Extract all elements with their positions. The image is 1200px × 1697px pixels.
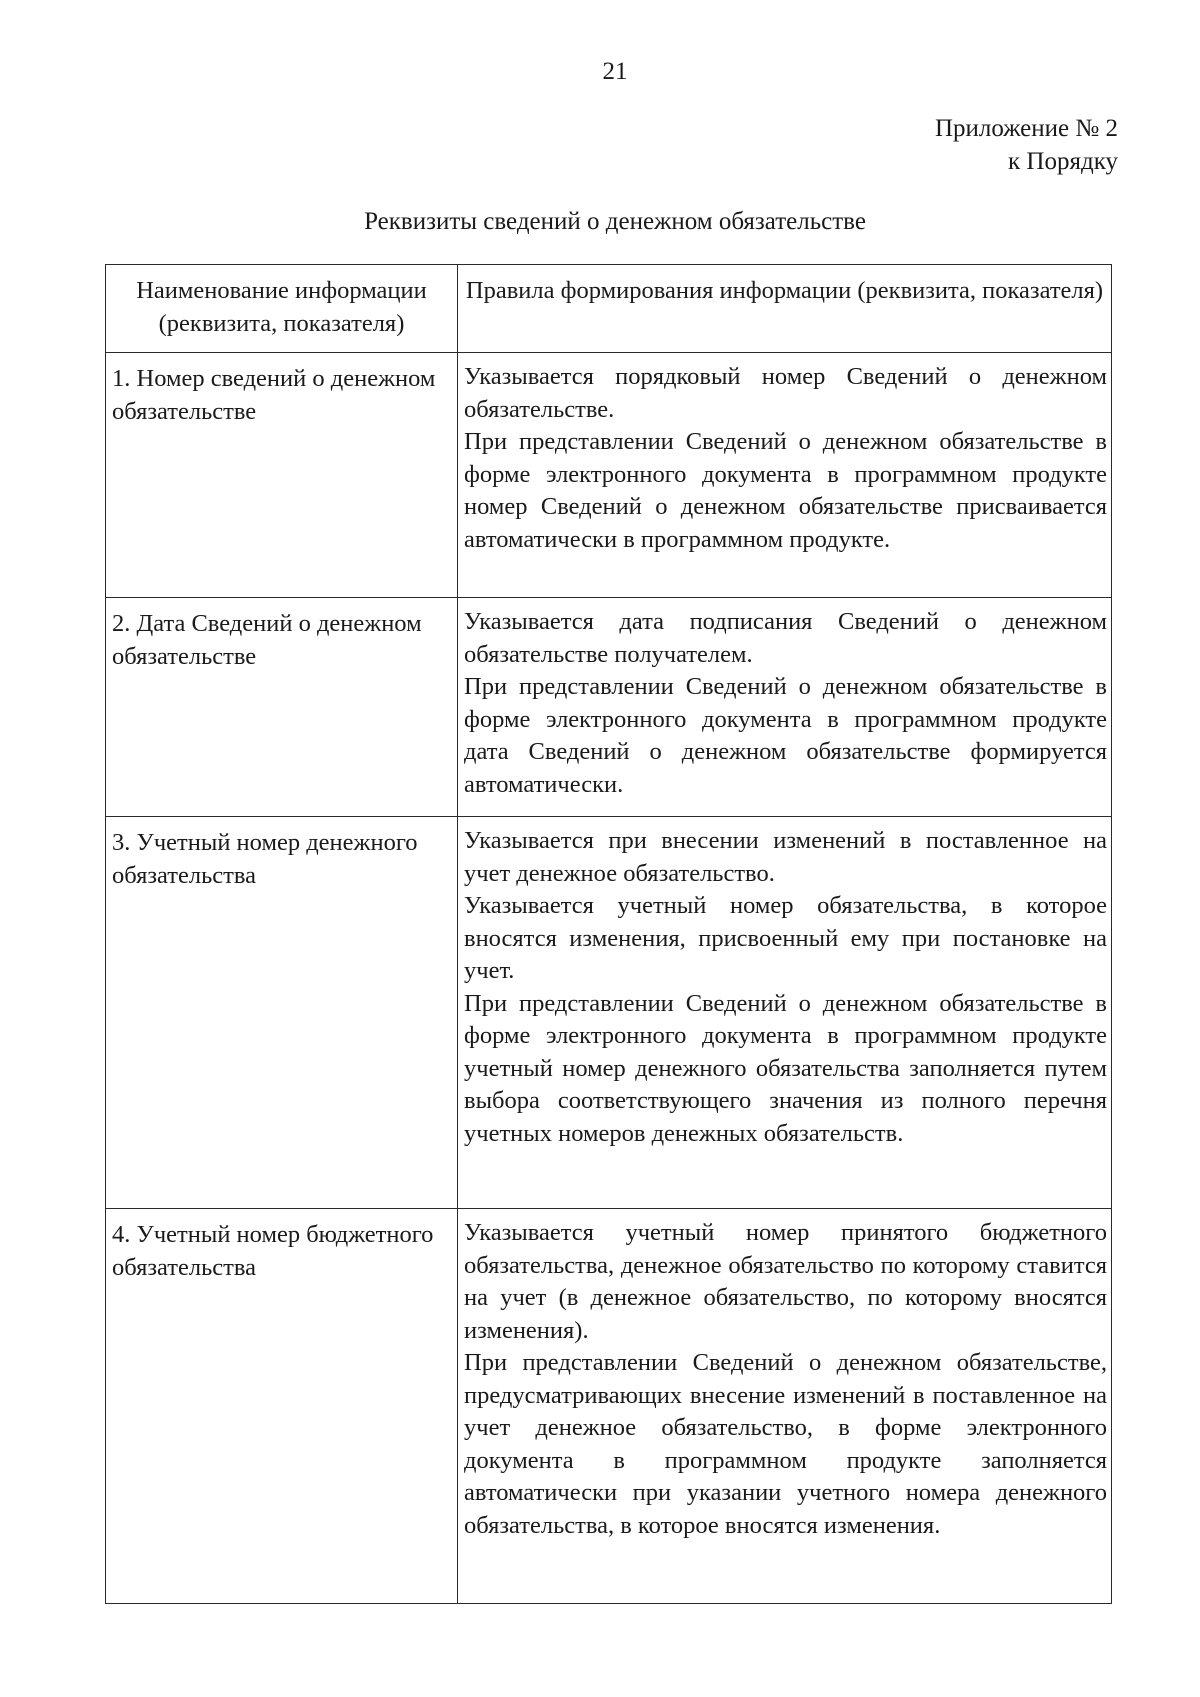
document-title: Реквизиты сведений о денежном обязательстве [364, 208, 866, 235]
rule-paragraph: Указывается дата подписания Сведений о денежном обязательстве получателем. [464, 608, 1107, 668]
rule-paragraph: Указывается при внесении изменений в поставленное на учет денежное обязательство. [464, 827, 1107, 887]
rule-paragraph: При представлении Сведений о денежном обязательстве в форме электронного документа в программном продукте учетный номер денежного обязательства заполняется путем выбора соответствующего значения из полного перечня учетных номеров денежных обязательств. [464, 989, 1107, 1147]
requisites-table [105, 264, 1112, 1604]
rule-paragraph: При представлении Сведений о денежном обязательстве, предусматривающих внесение изменений в поставленное на учет денежное обязательство, в форме электронного документа в программном продукте заполняется автоматически при указании учетного номера денежного обязательства, в которое вносятся изменения. [464, 1349, 1107, 1539]
table-row [106, 817, 1112, 1209]
table-row [106, 598, 1112, 817]
requisite-name: 2. Дата Сведений о денежном обязательстве [106, 598, 458, 817]
requisite-rules [458, 1209, 1112, 1604]
header-rules-column: Правила формирования информации (реквизита, показателя) [458, 265, 1112, 353]
page-number: 21 [602, 58, 628, 85]
rule-paragraph: Указывается порядковый номер Сведений о денежном обязательстве. [464, 363, 1107, 423]
rule-paragraph: Указывается учетный номер принятого бюджетного обязательства, денежное обязательство по которому ставится на учет (в денежное обязательство, по которому вносятся изменения). [464, 1219, 1107, 1344]
requisite-rules [458, 817, 1112, 1209]
appendix-note [935, 112, 1118, 178]
requisite-name: 1. Номер сведений о денежном обязательстве [106, 353, 458, 598]
table-row [106, 353, 1112, 598]
rule-paragraph: При представлении Сведений о денежном обязательстве в форме электронного документа в программном продукте дата Сведений о денежном обязательстве формируется автоматически. [464, 673, 1107, 798]
header-name-column: Наименование информации (реквизита, показателя) [106, 265, 458, 353]
rule-paragraph: Указывается учетный номер обязательства, в которое вносятся изменения, присвоенный ему при постановке на учет. [464, 892, 1107, 984]
requisite-rules [458, 598, 1112, 817]
appendix-line-1: Приложение № 2 [934, 115, 1118, 142]
requisite-name: 3. Учетный номер денежного обязательства [106, 817, 458, 1209]
rule-paragraph: При представлении Сведений о денежном обязательстве в форме электронного документа в программном продукте номер Сведений о денежном обязательстве присваивается автоматически в программном продукте. [464, 428, 1107, 553]
table-header-row [106, 265, 1112, 353]
appendix-line-2: к Порядку [1008, 148, 1118, 175]
requisite-rules [458, 353, 1112, 598]
requisite-name: 4. Учетный номер бюджетного обязательства [106, 1209, 458, 1604]
table-row [106, 1209, 1112, 1604]
